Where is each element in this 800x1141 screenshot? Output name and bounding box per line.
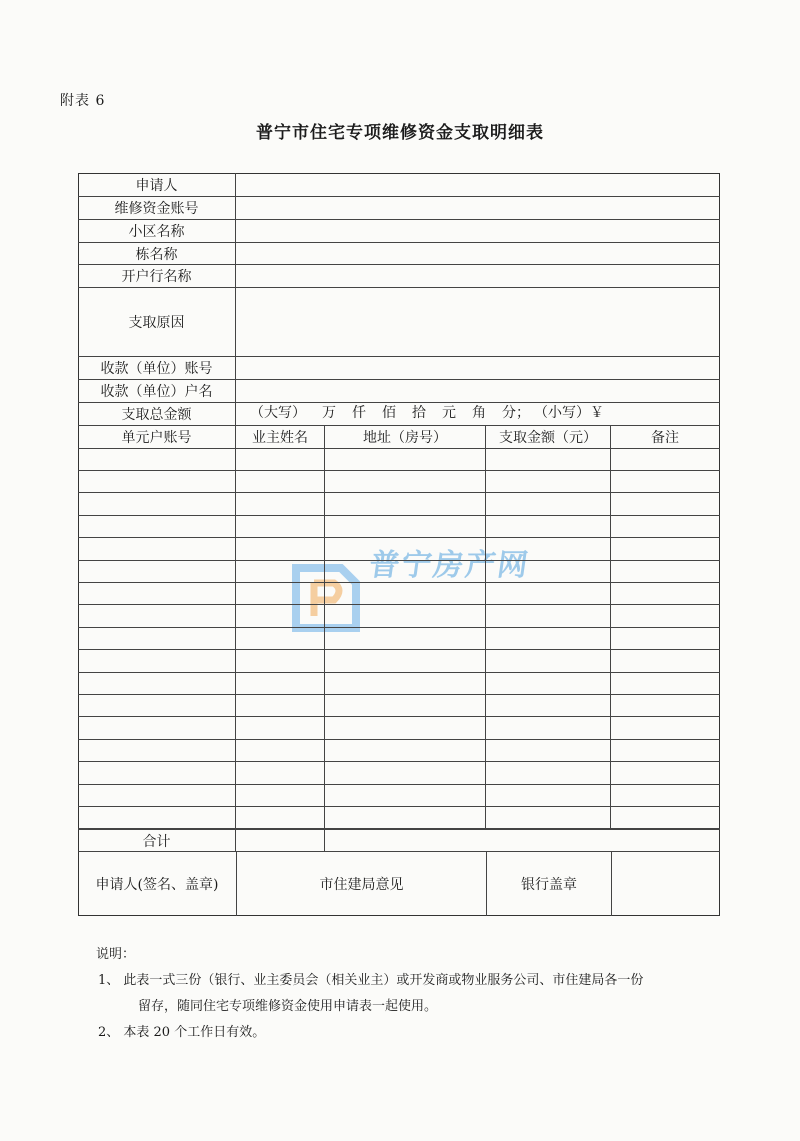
table-cell[interactable] <box>325 673 485 694</box>
amount-unit: 拾 <box>412 405 426 421</box>
account-field[interactable] <box>236 197 719 219</box>
reason-field[interactable] <box>236 288 719 356</box>
table-cell[interactable] <box>78 807 235 828</box>
table-cell[interactable] <box>236 449 324 470</box>
table-cell[interactable] <box>325 605 485 627</box>
table-cell[interactable] <box>78 628 235 649</box>
table-cell[interactable] <box>325 762 485 784</box>
amount-upper-label: （大写） <box>250 405 306 421</box>
table-cell[interactable] <box>325 650 485 672</box>
table-cell[interactable] <box>78 605 235 627</box>
table-cell[interactable] <box>325 561 485 582</box>
table-cell[interactable] <box>325 628 485 649</box>
sum-cell[interactable] <box>611 830 719 851</box>
payee-account-field[interactable] <box>236 357 719 379</box>
table-cell[interactable] <box>236 605 324 627</box>
notes-section <box>96 942 643 1046</box>
amount-unit: 佰 <box>382 405 396 421</box>
amount-unit: 万 <box>322 405 336 421</box>
label-account: 维修资金账号 <box>114 201 199 217</box>
note-item-1-cont: 留存，随同住宅专项维修资金使用申请表一起使用。 <box>138 999 438 1014</box>
table-cell[interactable] <box>611 471 719 492</box>
col-header-amount: 支取金额（元） <box>499 430 597 446</box>
applicant-field[interactable] <box>236 174 719 196</box>
table-cell[interactable] <box>325 785 485 806</box>
bank-stamp-area[interactable] <box>612 852 719 916</box>
applicant-sign-label: 申请人(签名、盖章) <box>95 877 219 893</box>
amount-unit: 分； <box>502 405 530 421</box>
table-cell[interactable] <box>325 493 485 515</box>
building-field[interactable] <box>236 243 719 265</box>
table-cell[interactable] <box>78 717 235 739</box>
table-cell[interactable] <box>611 762 719 784</box>
amount-unit: 角 <box>472 405 486 421</box>
table-cell[interactable] <box>486 650 610 672</box>
table-cell[interactable] <box>486 717 610 739</box>
table-cell[interactable] <box>236 807 324 828</box>
amount-unit: 元 <box>442 405 456 421</box>
table-cell[interactable] <box>325 807 485 828</box>
table-cell[interactable] <box>611 538 719 560</box>
table-cell[interactable] <box>78 561 235 582</box>
page-title: 普宁市住宅专项维修资金支取明细表 <box>256 123 544 143</box>
table-cell[interactable] <box>78 449 235 470</box>
table-cell[interactable] <box>611 673 719 694</box>
notes-heading: 说明： <box>96 947 136 962</box>
table-cell[interactable] <box>325 449 485 470</box>
table-cell[interactable] <box>325 740 485 761</box>
table-cell[interactable] <box>78 740 235 761</box>
attachment-label: 附表 6 <box>60 93 106 109</box>
label-payee-name: 收款（单位）户名 <box>100 384 213 400</box>
col-header-remarks: 备注 <box>651 430 679 446</box>
table-cell[interactable] <box>611 628 719 649</box>
table-cell[interactable] <box>236 538 324 560</box>
table-cell[interactable] <box>611 449 719 470</box>
label-bank: 开户行名称 <box>121 269 192 285</box>
bureau-opinion-label: 市住建局意见 <box>319 877 404 893</box>
table-cell[interactable] <box>486 583 610 604</box>
table-cell[interactable] <box>78 673 235 694</box>
table-cell[interactable] <box>78 762 235 784</box>
table-cell[interactable] <box>486 785 610 806</box>
table-cell[interactable] <box>611 650 719 672</box>
table-cell[interactable] <box>611 583 719 604</box>
watermark-text: 普宁房产网 <box>367 548 532 583</box>
table-cell[interactable] <box>325 695 485 716</box>
table-cell[interactable] <box>78 583 235 604</box>
label-building: 栋名称 <box>135 247 178 263</box>
table-cell[interactable] <box>486 538 610 560</box>
table-cell[interactable] <box>486 740 610 761</box>
table-cell[interactable] <box>78 471 235 492</box>
table-cell[interactable] <box>486 605 610 627</box>
table-cell[interactable] <box>78 695 235 716</box>
table-cell[interactable] <box>486 673 610 694</box>
community-field[interactable] <box>236 220 719 242</box>
table-cell[interactable] <box>78 785 235 806</box>
payee-name-field[interactable] <box>236 380 719 402</box>
note-item-1: 1、 此表一式三份（银行、业主委员会（相关业主）或开发商或物业服务公司、市住建局各一份 <box>98 973 644 988</box>
table-cell[interactable] <box>78 538 235 560</box>
table-cell[interactable] <box>236 516 324 537</box>
table-cell[interactable] <box>486 762 610 784</box>
table-cell[interactable] <box>78 650 235 672</box>
table-cell[interactable] <box>236 762 324 784</box>
table-cell[interactable] <box>78 516 235 537</box>
amount-unit: 仟 <box>352 405 366 421</box>
table-cell[interactable] <box>611 785 719 806</box>
label-reason: 支取原因 <box>128 315 185 331</box>
label-payee-account: 收款（单位）账号 <box>100 361 213 377</box>
table-cell[interactable] <box>236 583 324 604</box>
table-cell[interactable] <box>486 493 610 515</box>
label-community: 小区名称 <box>128 224 185 240</box>
total-amount-field[interactable] <box>250 400 620 424</box>
table-cell[interactable] <box>486 628 610 649</box>
table-cell[interactable] <box>486 516 610 537</box>
sum-cell[interactable] <box>325 830 485 851</box>
note-item-2: 2、 本表 20 个工作日有效。 <box>98 1025 266 1040</box>
table-cell[interactable] <box>325 717 485 739</box>
label-applicant: 申请人 <box>135 178 178 194</box>
table-cell[interactable] <box>236 561 324 582</box>
table-cell[interactable] <box>325 471 485 492</box>
sum-label: 合计 <box>142 834 171 850</box>
bank-field[interactable] <box>236 265 719 287</box>
table-cell[interactable] <box>325 538 485 560</box>
table-cell[interactable] <box>236 628 324 649</box>
bank-stamp-label: 银行盖章 <box>521 877 577 893</box>
table-cell[interactable] <box>611 695 719 716</box>
table-cell[interactable] <box>611 717 719 739</box>
table-cell[interactable] <box>611 807 719 828</box>
table-cell[interactable] <box>325 583 485 604</box>
table-cell[interactable] <box>236 650 324 672</box>
table-cell[interactable] <box>236 471 324 492</box>
sum-cell[interactable] <box>486 830 610 851</box>
table-cell[interactable] <box>78 493 235 515</box>
col-header-unit-account: 单元户账号 <box>121 430 192 446</box>
table-cell[interactable] <box>611 605 719 627</box>
table-cell[interactable] <box>486 807 610 828</box>
table-cell[interactable] <box>486 561 610 582</box>
table-cell[interactable] <box>236 785 324 806</box>
col-header-address: 地址（房号） <box>363 430 447 446</box>
table-cell[interactable] <box>611 740 719 761</box>
table-cell[interactable] <box>486 695 610 716</box>
table-cell[interactable] <box>236 740 324 761</box>
table-cell[interactable] <box>611 493 719 515</box>
table-cell[interactable] <box>236 493 324 515</box>
sum-cell[interactable] <box>236 830 324 851</box>
col-header-owner-name: 业主姓名 <box>252 430 308 446</box>
table-cell[interactable] <box>486 449 610 470</box>
table-cell[interactable] <box>611 561 719 582</box>
table-cell[interactable] <box>611 516 719 537</box>
table-cell[interactable] <box>325 516 485 537</box>
table-cell[interactable] <box>236 717 324 739</box>
label-total: 支取总金额 <box>121 407 192 423</box>
table-cell[interactable] <box>236 695 324 716</box>
amount-lower-label: （小写）￥ <box>534 405 604 421</box>
table-cell[interactable] <box>486 471 610 492</box>
table-cell[interactable] <box>236 673 324 694</box>
